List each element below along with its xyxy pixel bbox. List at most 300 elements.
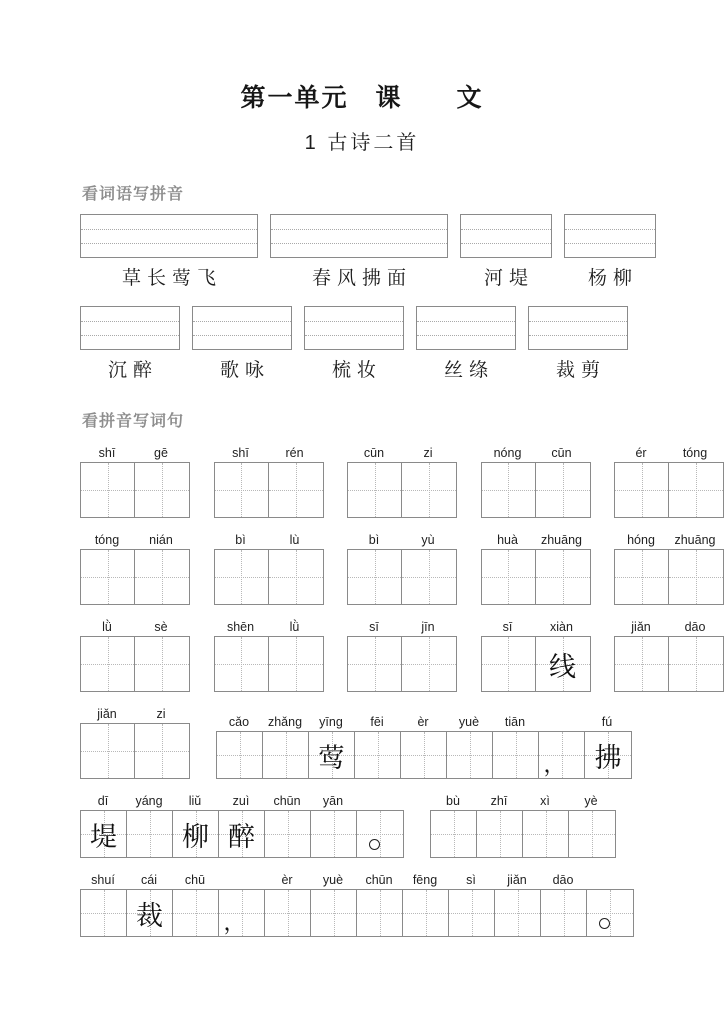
character-cell[interactable] <box>355 732 401 778</box>
handwritten-period <box>369 839 380 850</box>
character-cell[interactable] <box>536 550 590 604</box>
pinyin-guide-line <box>529 321 627 322</box>
cell-guide-horizontal <box>587 913 633 914</box>
cell-guide-horizontal <box>482 490 535 491</box>
character-grid-group <box>481 445 591 518</box>
character-cell[interactable] <box>431 811 477 857</box>
character-cell[interactable] <box>219 890 265 936</box>
pinyin-guide-line <box>565 229 655 230</box>
cell-guide-horizontal <box>263 755 308 756</box>
cell-guide-horizontal <box>493 755 538 756</box>
pinyin-to-character-section <box>0 445 724 937</box>
pinyin-label: zi <box>423 446 433 460</box>
pinyin-label: hóng <box>627 533 655 547</box>
pinyin-label-strip <box>481 532 591 549</box>
pinyin-label-strip <box>347 445 457 462</box>
character-cell[interactable] <box>541 890 587 936</box>
pinyin-guide-line <box>81 335 179 336</box>
pinyin-guide-line <box>271 243 447 244</box>
pinyin-label: lù <box>289 533 300 547</box>
character-cell[interactable] <box>477 811 523 857</box>
character-grid-group <box>216 714 632 779</box>
character-cell[interactable] <box>536 637 590 691</box>
pinyin-writing-box[interactable] <box>564 214 656 258</box>
character-cell[interactable] <box>135 550 189 604</box>
word-label: 草长莺飞 <box>121 267 222 289</box>
character-cell[interactable] <box>81 637 135 691</box>
character-grid-group <box>614 532 724 605</box>
pinyin-writing-box[interactable] <box>80 214 258 258</box>
cell-guide-horizontal <box>523 834 568 835</box>
pinyin-label-strip <box>347 532 457 549</box>
word-label: 春风拂面 <box>311 267 412 289</box>
pinyin-label-strip <box>214 619 324 636</box>
character-grid[interactable] <box>80 549 190 605</box>
character-grid[interactable] <box>430 810 616 858</box>
pinyin-label: fú <box>601 715 613 729</box>
character-cell[interactable] <box>669 637 723 691</box>
character-cell[interactable] <box>615 637 669 691</box>
cell-guide-horizontal <box>536 577 590 578</box>
pinyin-guide-line <box>193 335 291 336</box>
character-cell[interactable] <box>669 463 723 517</box>
pinyin-label: shī <box>98 446 116 460</box>
pinyin-label: jiǎn <box>97 707 117 721</box>
pinyin-label-strip <box>614 445 724 462</box>
cell-guide-horizontal <box>81 577 134 578</box>
pinyin-writing-box[interactable] <box>416 306 516 350</box>
pinyin-label: shēn <box>226 620 255 634</box>
pinyin-writing-box[interactable] <box>270 214 448 258</box>
cell-guide-horizontal <box>265 834 310 835</box>
character-cell[interactable] <box>81 724 135 778</box>
pinyin-label: tóng <box>94 533 120 547</box>
character-grid-row <box>80 532 724 605</box>
pinyin-label: zi <box>156 707 166 721</box>
character-grid-group <box>347 532 457 605</box>
character-grid-group <box>214 445 324 518</box>
character-cell[interactable] <box>495 890 541 936</box>
cell-guide-horizontal <box>311 834 356 835</box>
character-cell[interactable] <box>615 463 669 517</box>
character-grid[interactable] <box>614 636 724 692</box>
section-heading-write-pinyin: 看词语写拼音 <box>82 186 185 203</box>
character-grid[interactable] <box>481 636 591 692</box>
cell-guide-horizontal <box>215 664 268 665</box>
pinyin-label-strip <box>614 619 724 636</box>
handwritten-character: 裁 <box>136 900 163 932</box>
cell-guide-horizontal <box>401 755 446 756</box>
character-cell[interactable] <box>215 463 269 517</box>
pinyin-label: yuè <box>458 715 480 729</box>
handwritten-character: 拂 <box>594 742 622 774</box>
handwritten-character: 堤 <box>90 821 117 853</box>
pinyin-label: dāo <box>684 620 706 634</box>
character-cell[interactable] <box>403 890 449 936</box>
character-cell[interactable] <box>265 890 311 936</box>
handwritten-character: 线 <box>549 651 576 683</box>
character-cell[interactable] <box>587 890 633 936</box>
pinyin-guide-line <box>417 335 515 336</box>
handwritten-comma: ， <box>543 752 566 777</box>
pinyin-label: jiǎn <box>507 873 527 887</box>
pinyin-writing-box[interactable] <box>80 306 180 350</box>
character-cell[interactable] <box>265 811 311 857</box>
character-grid-row <box>80 445 724 518</box>
page-title: 第一单元 课 文 <box>240 84 484 112</box>
word-box-item <box>304 306 404 382</box>
cell-guide-horizontal <box>81 490 134 491</box>
pinyin-label-strip <box>80 793 404 810</box>
character-cell[interactable] <box>449 890 495 936</box>
word-label: 歌咏 <box>219 359 270 381</box>
pinyin-label-strip <box>347 619 457 636</box>
character-grid[interactable] <box>214 462 324 518</box>
cell-guide-horizontal <box>669 664 723 665</box>
word-box-item <box>416 306 516 382</box>
character-grid-group <box>214 532 324 605</box>
pinyin-writing-box[interactable] <box>528 306 628 350</box>
cell-guide-horizontal <box>81 751 134 752</box>
character-grid-group <box>80 619 190 692</box>
handwritten-character: 醉 <box>228 821 255 853</box>
character-cell[interactable] <box>311 811 357 857</box>
pinyin-label: tóng <box>682 446 708 460</box>
word-label: 梳妆 <box>331 359 382 381</box>
word-box-row <box>80 306 652 382</box>
pinyin-label-strip <box>214 445 324 462</box>
character-cell[interactable] <box>311 890 357 936</box>
character-cell[interactable] <box>135 637 189 691</box>
pinyin-guide-line <box>461 243 551 244</box>
pinyin-label <box>356 793 402 810</box>
character-grid[interactable] <box>214 636 324 692</box>
pinyin-label: cūn <box>363 446 385 460</box>
character-grid-group <box>430 793 616 858</box>
pinyin-label: cǎo <box>228 715 250 729</box>
pinyin-guide-line <box>81 321 179 322</box>
character-grid-row <box>80 872 724 937</box>
character-cell[interactable] <box>615 550 669 604</box>
section-heading-write-characters: 看拼音写词句 <box>82 413 185 430</box>
pinyin-label: yān <box>322 794 344 808</box>
pinyin-label-strip <box>80 445 190 462</box>
pinyin-label: cūn <box>551 446 572 460</box>
cell-guide-horizontal <box>355 755 400 756</box>
pinyin-label: zhuāng <box>674 533 716 547</box>
pinyin-label: chūn <box>273 794 301 808</box>
word-label: 河堤 <box>483 267 534 289</box>
handwritten-comma: ， <box>223 910 246 935</box>
cell-guide-horizontal <box>269 490 323 491</box>
pinyin-label-strip <box>481 619 591 636</box>
character-cell[interactable] <box>523 811 569 857</box>
pinyin-label: yáng <box>135 794 163 808</box>
character-cell[interactable] <box>135 724 189 778</box>
character-grid[interactable] <box>347 636 457 692</box>
cell-guide-horizontal <box>615 577 668 578</box>
cell-guide-horizontal <box>569 834 615 835</box>
pinyin-label: rén <box>285 446 304 460</box>
character-cell[interactable] <box>536 463 590 517</box>
pinyin-label-strip <box>80 619 190 636</box>
pinyin-label: huà <box>497 533 518 547</box>
pinyin-label-strip <box>481 445 591 462</box>
character-grid-group <box>80 445 190 518</box>
cell-guide-horizontal <box>215 577 268 578</box>
pinyin-label: zhǎng <box>267 715 303 729</box>
pinyin-label: bì <box>235 533 246 547</box>
character-cell[interactable] <box>135 463 189 517</box>
character-cell[interactable] <box>348 463 402 517</box>
character-cell[interactable] <box>127 811 173 857</box>
character-cell[interactable] <box>81 890 127 936</box>
character-cell[interactable] <box>357 890 403 936</box>
pinyin-label: jiǎn <box>631 620 651 634</box>
pinyin-guide-line <box>271 229 447 230</box>
character-cell[interactable] <box>348 637 402 691</box>
cell-guide-horizontal <box>431 834 476 835</box>
cell-guide-horizontal <box>269 577 323 578</box>
pinyin-label: dāo <box>552 873 574 887</box>
pinyin-label: tiān <box>504 715 526 729</box>
cell-guide-horizontal <box>669 577 723 578</box>
pinyin-writing-box[interactable] <box>304 306 404 350</box>
cell-guide-horizontal <box>536 490 590 491</box>
cell-guide-horizontal <box>348 577 401 578</box>
cell-guide-horizontal <box>615 490 668 491</box>
character-cell[interactable] <box>401 732 447 778</box>
word-box-item <box>460 214 552 290</box>
pinyin-label: chū <box>184 873 206 887</box>
character-grid[interactable] <box>614 549 724 605</box>
cell-guide-horizontal <box>135 490 189 491</box>
character-cell[interactable] <box>402 550 456 604</box>
cell-guide-horizontal <box>357 834 403 835</box>
character-grid-group <box>214 619 324 692</box>
pinyin-label-strip <box>214 532 324 549</box>
character-cell[interactable] <box>215 637 269 691</box>
character-cell[interactable] <box>357 811 403 857</box>
word-label: 丝绦 <box>443 359 494 381</box>
pinyin-label-strip <box>80 872 634 889</box>
cell-guide-horizontal <box>348 664 401 665</box>
character-grid[interactable] <box>80 723 190 779</box>
character-grid[interactable] <box>80 889 634 937</box>
character-grid-group <box>481 532 591 605</box>
cell-guide-horizontal <box>217 755 262 756</box>
cell-guide-horizontal <box>215 490 268 491</box>
character-cell[interactable] <box>127 890 173 936</box>
character-grid[interactable] <box>481 462 591 518</box>
character-grid-group <box>80 706 190 779</box>
pinyin-label: chūn <box>365 873 393 887</box>
character-grid-group <box>481 619 591 692</box>
pinyin-guide-line <box>461 229 551 230</box>
word-label: 沉醉 <box>107 359 158 381</box>
character-cell[interactable] <box>219 811 265 857</box>
pinyin-writing-box[interactable] <box>460 214 552 258</box>
cell-guide-horizontal <box>127 834 172 835</box>
pinyin-label: gē <box>154 446 168 460</box>
character-cell[interactable] <box>482 637 536 691</box>
cell-guide-horizontal <box>265 913 310 914</box>
character-grid[interactable] <box>347 549 457 605</box>
pinyin-label: yè <box>584 794 598 808</box>
character-grid[interactable] <box>80 462 190 518</box>
character-cell[interactable] <box>269 463 323 517</box>
character-cell[interactable] <box>348 550 402 604</box>
pinyin-label <box>586 872 632 889</box>
cell-guide-horizontal <box>81 913 126 914</box>
pinyin-label: bù <box>446 794 460 808</box>
pinyin-writing-box[interactable] <box>192 306 292 350</box>
character-cell[interactable] <box>269 550 323 604</box>
character-cell[interactable] <box>217 732 263 778</box>
pinyin-label: èr <box>417 715 429 729</box>
pinyin-label: nián <box>149 533 173 547</box>
cell-guide-horizontal <box>135 751 189 752</box>
character-cell[interactable] <box>669 550 723 604</box>
cell-guide-horizontal <box>135 664 189 665</box>
cell-guide-horizontal <box>311 913 356 914</box>
word-to-pinyin-section <box>0 214 724 382</box>
cell-guide-horizontal <box>81 664 134 665</box>
lesson-title: 1 古诗二首 <box>304 132 420 154</box>
pinyin-guide-line <box>565 243 655 244</box>
pinyin-label-strip <box>216 714 632 731</box>
word-box-row <box>80 214 652 290</box>
character-grid[interactable] <box>481 549 591 605</box>
character-grid-group <box>80 532 190 605</box>
pinyin-label: zhī <box>490 794 508 808</box>
character-cell[interactable] <box>482 463 536 517</box>
word-box-item <box>270 214 448 290</box>
pinyin-label: liǔ <box>188 794 202 808</box>
character-grid-row <box>80 619 724 692</box>
cell-guide-horizontal <box>447 755 492 756</box>
pinyin-label: nóng <box>493 446 522 460</box>
cell-guide-horizontal <box>403 913 448 914</box>
character-grid-row <box>80 793 724 858</box>
pinyin-label: yù <box>421 533 435 547</box>
character-cell[interactable] <box>482 550 536 604</box>
character-grid-group <box>80 872 634 937</box>
character-grid[interactable] <box>216 731 632 779</box>
cell-guide-horizontal <box>615 664 668 665</box>
cell-guide-horizontal <box>173 913 218 914</box>
cell-guide-horizontal <box>135 577 189 578</box>
pinyin-label: zhuāng <box>540 533 582 547</box>
character-cell[interactable] <box>402 637 456 691</box>
pinyin-label-strip <box>430 793 616 810</box>
cell-guide-horizontal <box>482 664 535 665</box>
cell-guide-horizontal <box>348 490 401 491</box>
character-grid-group <box>614 619 724 692</box>
character-grid-group <box>347 619 457 692</box>
pinyin-label: sè <box>154 620 168 634</box>
character-cell[interactable] <box>447 732 493 778</box>
pinyin-label: bì <box>368 533 380 547</box>
character-cell[interactable] <box>539 732 585 778</box>
handwritten-character: 柳 <box>182 821 209 853</box>
pinyin-guide-line <box>193 321 291 322</box>
pinyin-label: jīn <box>421 620 435 634</box>
word-box-item <box>192 306 292 382</box>
pinyin-label: fēi <box>370 715 384 729</box>
character-cell[interactable] <box>263 732 309 778</box>
character-cell[interactable] <box>402 463 456 517</box>
cell-guide-horizontal <box>269 664 323 665</box>
handwritten-period <box>599 918 610 929</box>
pinyin-label-strip <box>80 706 190 723</box>
character-cell[interactable] <box>585 732 631 778</box>
pinyin-label-strip <box>614 532 724 549</box>
pinyin-label: yīng <box>319 715 343 729</box>
cell-guide-horizontal <box>477 834 522 835</box>
character-grid-group <box>80 793 404 858</box>
pinyin-guide-line <box>417 321 515 322</box>
pinyin-label: cái <box>141 873 157 887</box>
pinyin-label: sì <box>466 873 476 887</box>
cell-guide-horizontal <box>495 913 540 914</box>
character-grid[interactable] <box>214 549 324 605</box>
character-cell[interactable] <box>309 732 355 778</box>
pinyin-guide-line <box>81 229 257 230</box>
pinyin-guide-line <box>81 243 257 244</box>
cell-guide-horizontal <box>402 490 456 491</box>
pinyin-label: ér <box>635 446 647 460</box>
pinyin-label: xiàn <box>550 620 573 634</box>
character-cell[interactable] <box>269 637 323 691</box>
character-cell[interactable] <box>81 811 127 857</box>
character-cell[interactable] <box>81 463 135 517</box>
character-cell[interactable] <box>173 811 219 857</box>
word-box-item <box>80 306 180 382</box>
cell-guide-horizontal <box>449 913 494 914</box>
character-grid[interactable] <box>80 636 190 692</box>
character-grid-group <box>347 445 457 518</box>
character-cell[interactable] <box>493 732 539 778</box>
pinyin-label: èr <box>281 873 293 887</box>
pinyin-label: shuí <box>91 873 115 887</box>
pinyin-label: zuì <box>232 794 250 808</box>
pinyin-label: sī <box>369 620 379 634</box>
pinyin-label: lǜ <box>102 620 112 634</box>
word-box-item <box>80 214 258 290</box>
character-grid-row <box>80 706 724 779</box>
character-cell[interactable] <box>173 890 219 936</box>
pinyin-label: sī <box>502 620 513 634</box>
cell-guide-horizontal <box>541 913 586 914</box>
pinyin-guide-line <box>305 335 403 336</box>
character-cell[interactable] <box>569 811 615 857</box>
pinyin-guide-line <box>305 321 403 322</box>
pinyin-label: yuè <box>322 873 344 887</box>
pinyin-label: fēng <box>412 873 438 887</box>
pinyin-label <box>218 872 264 889</box>
cell-guide-horizontal <box>669 490 723 491</box>
cell-guide-horizontal <box>402 577 456 578</box>
pinyin-label: lǜ <box>289 620 300 634</box>
pinyin-label: shī <box>232 446 249 460</box>
character-grid[interactable] <box>347 462 457 518</box>
character-grid[interactable] <box>80 810 404 858</box>
character-cell[interactable] <box>81 550 135 604</box>
character-grid[interactable] <box>614 462 724 518</box>
word-label: 裁剪 <box>555 359 606 381</box>
character-cell[interactable] <box>215 550 269 604</box>
